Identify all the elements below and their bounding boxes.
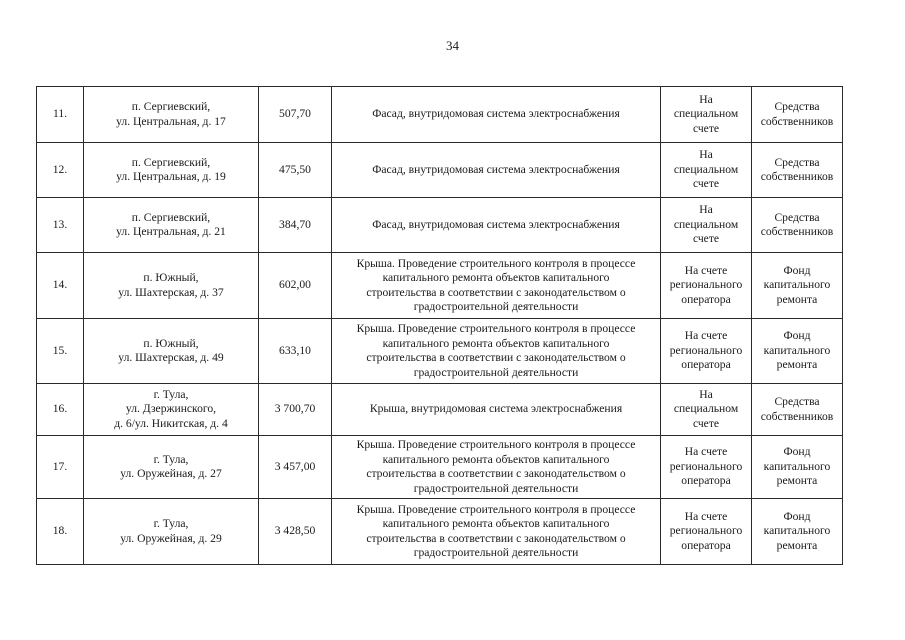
works-line: Фасад, внутридомовая система электроснабжения bbox=[372, 217, 620, 231]
table-row bbox=[37, 87, 843, 143]
address-line: ул. Центральная, д. 21 bbox=[116, 225, 226, 238]
address-line: п. Южный, bbox=[143, 336, 199, 350]
address-line: г. Тула, bbox=[153, 517, 189, 530]
source-line: Фонд bbox=[783, 263, 811, 277]
account-line: На счете bbox=[684, 329, 728, 343]
works-line: градостроительной деятельности bbox=[413, 300, 579, 313]
account-line: специальном bbox=[673, 402, 739, 416]
source-line: Средства bbox=[774, 100, 820, 113]
account-cell bbox=[661, 198, 752, 253]
funding-source-cell bbox=[752, 319, 843, 384]
account-line: оператора bbox=[681, 292, 731, 306]
source-line: ремонта bbox=[776, 292, 818, 306]
table-row bbox=[37, 143, 843, 198]
area-cell: 633,10 bbox=[259, 319, 332, 384]
area-cell: 602,00 bbox=[259, 253, 332, 319]
funding-source-cell bbox=[752, 436, 843, 499]
table-row bbox=[37, 436, 843, 499]
row-number: 16. bbox=[37, 384, 84, 436]
works-line: Крыша. Проведение строительного контроля в процессе bbox=[356, 438, 636, 451]
works-line: градостроительной деятельности bbox=[413, 365, 579, 379]
row-number: 18. bbox=[37, 499, 84, 565]
table-row bbox=[37, 499, 843, 565]
address-line: ул. Шахтерская, д. 49 bbox=[118, 351, 224, 364]
address-line: ул. Дзержинского, bbox=[125, 402, 217, 416]
row-number: 12. bbox=[37, 143, 84, 198]
works-line: Крыша. Проведение строительного контроля в процессе bbox=[356, 256, 636, 270]
address-line: п. Южный, bbox=[143, 271, 199, 284]
works-line: Крыша, внутридомовая система электроснабжения bbox=[369, 402, 623, 416]
source-line: капитального bbox=[763, 524, 831, 538]
account-line: На bbox=[699, 203, 713, 217]
account-cell bbox=[661, 143, 752, 198]
account-cell bbox=[661, 87, 752, 143]
works-line: Крыша. Проведение строительного контроля в процессе bbox=[356, 502, 636, 516]
address-cell bbox=[84, 143, 259, 198]
address-cell bbox=[84, 384, 259, 436]
account-line: счете bbox=[692, 177, 720, 191]
source-line: Фонд bbox=[783, 445, 811, 459]
address-line: ул. Центральная, д. 19 bbox=[116, 170, 226, 183]
source-line: Средства bbox=[774, 210, 820, 224]
address-line: ул. Шахтерская, д. 37 bbox=[118, 285, 224, 299]
account-line: На bbox=[699, 148, 713, 162]
source-line: капитального bbox=[763, 459, 831, 473]
account-line: оператора bbox=[681, 474, 731, 488]
area-cell: 475,50 bbox=[259, 143, 332, 198]
works-line: капитального ремонта объектов капитального bbox=[382, 271, 610, 284]
address-line: ул. Оружейная, д. 27 bbox=[120, 467, 222, 480]
works-line: строительства в соответствии с законодательством о bbox=[366, 531, 626, 545]
source-line: ремонта bbox=[776, 538, 818, 552]
source-line: ремонта bbox=[776, 474, 818, 488]
area-cell: 3 700,70 bbox=[259, 384, 332, 436]
account-line: регионального bbox=[669, 459, 743, 473]
funding-source-cell bbox=[752, 198, 843, 253]
works-cell bbox=[332, 319, 661, 384]
table-body bbox=[37, 87, 843, 565]
account-line: оператора bbox=[681, 358, 731, 372]
address-cell bbox=[84, 319, 259, 384]
account-line: счете bbox=[692, 121, 720, 135]
works-cell bbox=[332, 499, 661, 565]
account-cell bbox=[661, 436, 752, 499]
works-line: строительства в соответствии с законодательством о bbox=[366, 351, 626, 364]
account-cell bbox=[661, 253, 752, 319]
address-cell bbox=[84, 436, 259, 499]
row-number: 14. bbox=[37, 253, 84, 319]
address-line: п. Сергиевский, bbox=[131, 210, 211, 224]
funding-source-cell bbox=[752, 384, 843, 436]
funding-source-cell bbox=[752, 499, 843, 565]
address-line: г. Тула, bbox=[153, 452, 189, 466]
account-line: счете bbox=[692, 416, 720, 430]
address-cell bbox=[84, 198, 259, 253]
address-line: д. 6/ул. Никитская, д. 4 bbox=[114, 416, 228, 430]
account-line: оператора bbox=[681, 538, 731, 552]
account-line: специальном bbox=[673, 162, 739, 176]
address-line: п. Сергиевский, bbox=[131, 155, 211, 169]
address-line: п. Сергиевский, bbox=[131, 100, 211, 113]
source-line: капитального bbox=[763, 278, 831, 292]
account-line: На счете bbox=[684, 263, 728, 277]
source-line: Средства bbox=[774, 395, 820, 408]
area-cell: 384,70 bbox=[259, 198, 332, 253]
area-cell: 3 428,50 bbox=[259, 499, 332, 565]
page-number: 34 bbox=[446, 38, 459, 53]
account-cell bbox=[661, 499, 752, 565]
works-line: градостроительной деятельности bbox=[413, 546, 579, 559]
table-row bbox=[37, 319, 843, 384]
address-cell bbox=[84, 87, 259, 143]
account-line: специальном bbox=[673, 217, 739, 231]
account-line: счете bbox=[692, 232, 720, 246]
works-cell bbox=[332, 253, 661, 319]
table-row bbox=[37, 198, 843, 253]
account-line: На bbox=[699, 92, 713, 106]
source-line: собственников bbox=[760, 225, 834, 238]
row-number: 17. bbox=[37, 436, 84, 499]
account-line: регионального bbox=[669, 343, 743, 357]
works-line: Крыша. Проведение строительного контроля в процессе bbox=[356, 322, 636, 335]
row-number: 11. bbox=[37, 87, 84, 143]
source-line: собственников bbox=[760, 114, 834, 128]
row-number: 15. bbox=[37, 319, 84, 384]
works-line: градостроительной деятельности bbox=[413, 481, 579, 495]
table-row bbox=[37, 253, 843, 319]
area-cell: 3 457,00 bbox=[259, 436, 332, 499]
source-line: собственников bbox=[760, 409, 834, 423]
works-cell bbox=[332, 143, 661, 198]
repair-registry-table bbox=[36, 86, 843, 565]
funding-source-cell bbox=[752, 143, 843, 198]
source-line: собственников bbox=[760, 170, 834, 183]
source-line: Фонд bbox=[783, 509, 811, 523]
works-line: Фасад, внутридомовая система электроснабжения bbox=[372, 162, 620, 176]
funding-source-cell bbox=[752, 253, 843, 319]
source-line: капитального bbox=[763, 343, 831, 357]
works-cell bbox=[332, 87, 661, 143]
source-line: ремонта bbox=[776, 358, 818, 372]
address-line: ул. Оружейная, д. 29 bbox=[120, 531, 222, 545]
address-cell bbox=[84, 499, 259, 565]
account-line: специальном bbox=[673, 107, 739, 121]
works-cell bbox=[332, 436, 661, 499]
works-line: строительства в соответствии с законодательством о bbox=[366, 467, 626, 480]
works-line: капитального ремонта объектов капитального bbox=[382, 452, 610, 466]
account-cell bbox=[661, 319, 752, 384]
source-line: Фонд bbox=[783, 329, 811, 343]
works-line: капитального ремонта объектов капитального bbox=[382, 517, 610, 530]
source-line: Средства bbox=[774, 155, 820, 169]
works-cell bbox=[332, 198, 661, 253]
account-cell bbox=[661, 384, 752, 436]
address-cell bbox=[84, 253, 259, 319]
funding-source-cell bbox=[752, 87, 843, 143]
works-cell bbox=[332, 384, 661, 436]
account-line: На счете bbox=[684, 445, 728, 459]
row-number: 13. bbox=[37, 198, 84, 253]
account-line: регионального bbox=[669, 278, 743, 292]
works-line: строительства в соответствии с законодательством о bbox=[366, 285, 626, 299]
account-line: На bbox=[699, 387, 713, 401]
area-cell: 507,70 bbox=[259, 87, 332, 143]
works-line: капитального ремонта объектов капитального bbox=[382, 336, 610, 350]
account-line: На счете bbox=[684, 509, 728, 523]
account-line: регионального bbox=[669, 524, 743, 538]
address-line: ул. Центральная, д. 17 bbox=[116, 114, 226, 128]
address-line: г. Тула, bbox=[153, 387, 189, 401]
works-line: Фасад, внутридомовая система электроснабжения bbox=[372, 107, 620, 121]
table-row bbox=[37, 384, 843, 436]
